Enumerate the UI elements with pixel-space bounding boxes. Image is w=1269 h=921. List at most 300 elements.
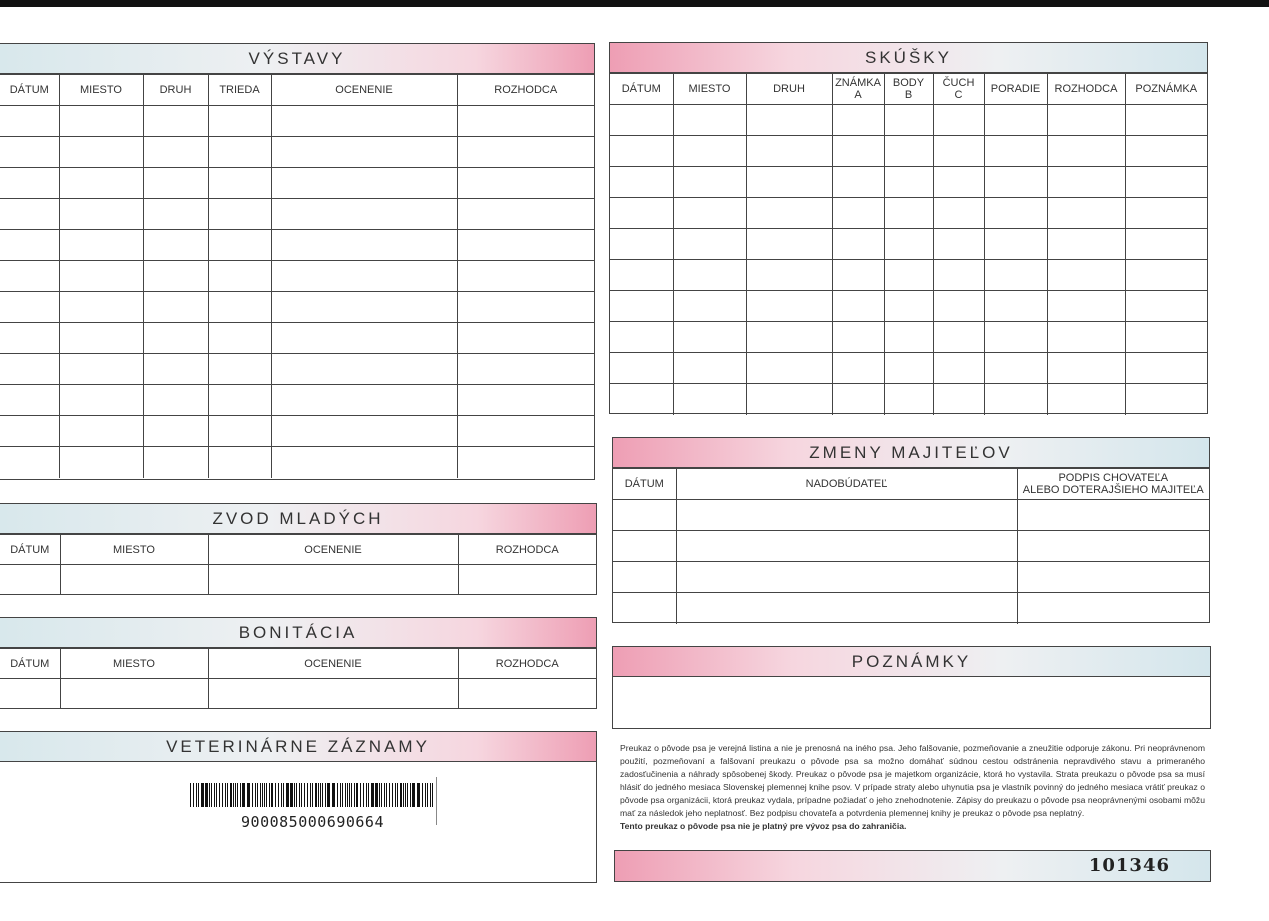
barcode-bar: [392, 783, 393, 807]
col-poradie: PORADIE: [984, 74, 1047, 105]
barcode: [190, 783, 435, 831]
table-cell[interactable]: [884, 167, 933, 198]
col-miesto: MIESTO: [60, 649, 208, 679]
barcode-bar: [425, 783, 426, 807]
barcode-bar: [214, 783, 215, 807]
vystavy-table: [0, 74, 594, 478]
table-cell[interactable]: [676, 500, 1017, 531]
table-cell[interactable]: [832, 384, 884, 415]
table-cell[interactable]: [0, 385, 59, 416]
table-cell[interactable]: [60, 679, 208, 709]
table-cell[interactable]: [933, 291, 984, 322]
table-cell[interactable]: [208, 323, 271, 354]
table-row: [613, 531, 1209, 562]
table-cell[interactable]: [0, 447, 59, 478]
col-datum: DÁTUM: [613, 469, 676, 500]
table-row: [613, 562, 1209, 593]
legal-text: Preukaz o pôvode psa je verejná listina a nie je prenosná na iného psa. Jeho falšovanie, pozmeňovanie a zneužitie odporuje zákonu. Pri neoprávnenom použití, pozmeňovaní a falšovaní preukazu o pôvode psa sa možno domáhať súdnou cestou odstránenia nepravdivého stavu a primeraného zadosťučinenia a náhrady spôsobenej škody. Preukaz o pôvode psa je majetkom organizácie, ktorá ho vystavila. Strata preukazu o pôvode psa sa musí hlásiť do jedného mesiaca Slovenskej plemennej knihe psov. V prípade straty alebo uhynutia psa je vlastník povinný do jedného mesiaca vrátiť preukaz o pôvode psa organizácii, ktorá preukaz vydala, prípadne požiadať o jeho znehodnotenie. Zápisy do preukazu o pôvode psa neoprávnenými osobami môžu mať za následok jeho neplatnosť. Bez podpisu chovateľa a potvrdenia plemennej knihy je preukaz o pôvode psa neplatný.: [620, 743, 1205, 818]
table-row: [0, 385, 594, 416]
table-cell[interactable]: [1017, 562, 1209, 593]
table-cell[interactable]: [610, 260, 673, 291]
barcode-bar: [349, 783, 350, 807]
table-cell[interactable]: [271, 416, 457, 447]
table-cell[interactable]: [1125, 136, 1207, 167]
table-cell[interactable]: [673, 260, 746, 291]
table-cell[interactable]: [1017, 531, 1209, 562]
barcode-bar: [363, 783, 364, 807]
table-cell[interactable]: [458, 679, 596, 709]
table-cell[interactable]: [746, 384, 832, 415]
table-cell[interactable]: [884, 353, 933, 384]
table-cell[interactable]: [673, 384, 746, 415]
table-cell[interactable]: [984, 229, 1047, 260]
barcode-bar: [196, 783, 197, 807]
table-cell[interactable]: [59, 323, 143, 354]
table-cell[interactable]: [208, 199, 271, 230]
table-cell[interactable]: [832, 198, 884, 229]
table-cell[interactable]: [673, 105, 746, 136]
table-cell[interactable]: [832, 105, 884, 136]
table-cell[interactable]: [59, 292, 143, 323]
barcode-bar: [294, 783, 295, 807]
table-cell[interactable]: [271, 292, 457, 323]
barcode-bar: [310, 783, 311, 807]
table-cell[interactable]: [1047, 105, 1125, 136]
table-cell[interactable]: [143, 292, 208, 323]
table-cell[interactable]: [208, 230, 271, 261]
table-cell[interactable]: [884, 322, 933, 353]
table-cell[interactable]: [1047, 229, 1125, 260]
table-row: [0, 137, 594, 168]
table-cell[interactable]: [457, 292, 594, 323]
table-cell[interactable]: [0, 679, 60, 709]
table-cell[interactable]: [60, 565, 208, 595]
barcode-bar: [375, 783, 378, 807]
table-cell[interactable]: [457, 447, 594, 478]
barcode-bar: [427, 783, 428, 807]
col-rozhodca: ROZHODCA: [458, 649, 596, 679]
table-cell[interactable]: [746, 229, 832, 260]
table-row: [0, 679, 596, 709]
barcode-bar: [405, 783, 406, 807]
table-cell[interactable]: [673, 167, 746, 198]
table-row: [610, 136, 1207, 167]
barcode-bar: [340, 783, 341, 807]
table-cell[interactable]: [143, 261, 208, 292]
table-cell[interactable]: [884, 136, 933, 167]
barcode-bar: [407, 783, 408, 807]
barcode-divider: [436, 777, 437, 825]
table-cell[interactable]: [271, 137, 457, 168]
barcode-bar: [260, 783, 261, 807]
table-cell[interactable]: [1125, 291, 1207, 322]
barcode-bar: [216, 783, 217, 807]
table-cell[interactable]: [1125, 322, 1207, 353]
table-cell[interactable]: [746, 105, 832, 136]
barcode-bar: [400, 783, 402, 807]
table-cell[interactable]: [673, 291, 746, 322]
table-cell[interactable]: [0, 565, 60, 595]
zmeny-title: ZMENY MAJITEĽOV: [613, 438, 1209, 468]
barcode-bar: [301, 783, 302, 807]
table-cell[interactable]: [457, 137, 594, 168]
table-cell[interactable]: [208, 416, 271, 447]
table-cell[interactable]: [1047, 291, 1125, 322]
table-cell[interactable]: [933, 229, 984, 260]
table-cell[interactable]: [0, 137, 59, 168]
vystavy-rows: [0, 106, 594, 478]
table-cell[interactable]: [610, 353, 673, 384]
table-row: [0, 261, 594, 292]
barcode-bar: [247, 783, 250, 807]
table-cell[interactable]: [0, 323, 59, 354]
barcode-bar: [233, 783, 234, 807]
barcode-bar: [403, 783, 404, 807]
table-cell[interactable]: [1017, 593, 1209, 624]
table-cell[interactable]: [933, 260, 984, 291]
table-cell[interactable]: [1125, 167, 1207, 198]
table-cell[interactable]: [143, 230, 208, 261]
table-cell[interactable]: [1125, 229, 1207, 260]
table-cell[interactable]: [271, 323, 457, 354]
col-miesto: MIESTO: [60, 535, 208, 565]
col-druh: DRUH: [143, 75, 208, 106]
col-rozhodca: ROZHODCA: [1047, 74, 1125, 105]
table-cell[interactable]: [673, 322, 746, 353]
barcode-bar: [354, 783, 355, 807]
barcode-bar: [312, 783, 313, 807]
vystavy-title: VÝSTAVY: [0, 44, 594, 74]
barcode-bar: [347, 783, 348, 807]
table-cell[interactable]: [610, 229, 673, 260]
table-cell[interactable]: [673, 353, 746, 384]
barcode-bar: [299, 783, 300, 807]
table-cell[interactable]: [832, 136, 884, 167]
table-cell[interactable]: [1125, 353, 1207, 384]
table-cell[interactable]: [984, 167, 1047, 198]
table-row: [613, 593, 1209, 624]
table-cell[interactable]: [884, 260, 933, 291]
table-cell[interactable]: [59, 447, 143, 478]
table-cell[interactable]: [610, 198, 673, 229]
barcode-bar: [205, 783, 208, 807]
table-cell[interactable]: [143, 447, 208, 478]
table-cell[interactable]: [208, 106, 271, 137]
col-body: BODY B: [884, 74, 933, 105]
barcode-bar: [384, 783, 385, 807]
table-cell[interactable]: [271, 354, 457, 385]
table-cell[interactable]: [0, 354, 59, 385]
table-cell[interactable]: [143, 416, 208, 447]
barcode-bar: [366, 783, 367, 807]
table-cell[interactable]: [1047, 322, 1125, 353]
col-cuch: ČUCH C: [933, 74, 984, 105]
table-cell[interactable]: [984, 322, 1047, 353]
table-cell[interactable]: [832, 229, 884, 260]
table-cell[interactable]: [610, 105, 673, 136]
table-cell[interactable]: [208, 261, 271, 292]
bonitacia-title: BONITÁCIA: [0, 618, 596, 648]
barcode-bar: [318, 783, 319, 807]
barcode-bar: [264, 783, 265, 807]
table-cell[interactable]: [933, 167, 984, 198]
table-cell[interactable]: [1047, 167, 1125, 198]
table-row: [610, 291, 1207, 322]
table-cell[interactable]: [59, 199, 143, 230]
table-row: [610, 260, 1207, 291]
barcode-bar: [222, 783, 223, 807]
table-cell[interactable]: [746, 198, 832, 229]
table-cell[interactable]: [1047, 384, 1125, 415]
table-cell[interactable]: [208, 447, 271, 478]
table-cell[interactable]: [933, 384, 984, 415]
bonitacia-section: [0, 617, 597, 709]
barcode-bar: [255, 783, 256, 807]
zmeny-section: [612, 437, 1210, 623]
table-cell[interactable]: [1125, 384, 1207, 415]
table-cell[interactable]: [676, 562, 1017, 593]
table-cell[interactable]: [208, 137, 271, 168]
table-cell[interactable]: [1125, 198, 1207, 229]
table-cell[interactable]: [0, 416, 59, 447]
table-cell[interactable]: [59, 385, 143, 416]
barcode-bar: [360, 783, 361, 807]
barcode-bar: [283, 783, 284, 807]
barcode-bar: [422, 783, 423, 807]
table-cell[interactable]: [59, 261, 143, 292]
barcode-bar: [327, 783, 330, 807]
table-cell[interactable]: [984, 384, 1047, 415]
zmeny-table: [613, 468, 1209, 624]
skusky-rows: [610, 105, 1207, 415]
barcode-bar: [325, 783, 326, 807]
barcode-bar: [432, 783, 433, 807]
table-cell[interactable]: [984, 198, 1047, 229]
col-datum: DÁTUM: [610, 74, 673, 105]
table-row: [610, 353, 1207, 384]
table-cell[interactable]: [746, 136, 832, 167]
table-cell[interactable]: [271, 230, 457, 261]
barcode-bar: [320, 783, 321, 807]
table-cell[interactable]: [208, 679, 458, 709]
table-cell[interactable]: [746, 353, 832, 384]
col-ocenenie: OCENENIE: [271, 75, 457, 106]
table-cell[interactable]: [933, 198, 984, 229]
table-cell[interactable]: [271, 385, 457, 416]
table-cell[interactable]: [676, 593, 1017, 624]
table-cell[interactable]: [933, 105, 984, 136]
barcode-bar: [278, 783, 279, 807]
table-cell[interactable]: [59, 106, 143, 137]
table-cell[interactable]: [0, 261, 59, 292]
table-cell[interactable]: [208, 385, 271, 416]
barcode-bar: [271, 783, 273, 807]
table-cell[interactable]: [271, 106, 457, 137]
col-datum: DÁTUM: [0, 649, 60, 679]
table-cell[interactable]: [884, 229, 933, 260]
table-cell[interactable]: [0, 292, 59, 323]
table-cell[interactable]: [457, 385, 594, 416]
table-cell[interactable]: [613, 531, 676, 562]
table-cell[interactable]: [933, 353, 984, 384]
table-cell[interactable]: [610, 167, 673, 198]
barcode-bar: [225, 783, 226, 807]
table-cell[interactable]: [610, 136, 673, 167]
barcode-bar: [230, 783, 232, 807]
table-cell[interactable]: [457, 106, 594, 137]
table-cell[interactable]: [746, 260, 832, 291]
table-cell[interactable]: [457, 354, 594, 385]
table-cell[interactable]: [884, 198, 933, 229]
table-cell[interactable]: [984, 136, 1047, 167]
table-cell[interactable]: [59, 230, 143, 261]
barcode-bar: [345, 783, 346, 807]
table-cell[interactable]: [610, 322, 673, 353]
table-cell[interactable]: [933, 136, 984, 167]
table-row: [610, 105, 1207, 136]
table-cell[interactable]: [673, 229, 746, 260]
table-cell[interactable]: [984, 105, 1047, 136]
table-cell[interactable]: [143, 168, 208, 199]
table-cell[interactable]: [676, 531, 1017, 562]
barcode-bar: [381, 783, 382, 807]
table-cell[interactable]: [984, 353, 1047, 384]
table-cell[interactable]: [59, 168, 143, 199]
table-cell[interactable]: [832, 322, 884, 353]
table-cell[interactable]: [457, 230, 594, 261]
table-cell[interactable]: [0, 106, 59, 137]
barcode-bar: [315, 783, 317, 807]
barcode-bar: [237, 783, 238, 807]
barcode-bar: [356, 783, 358, 807]
table-cell[interactable]: [59, 354, 143, 385]
table-cell[interactable]: [143, 354, 208, 385]
table-cell[interactable]: [673, 198, 746, 229]
table-cell[interactable]: [610, 291, 673, 322]
table-cell[interactable]: [458, 565, 596, 595]
vystavy-section: [0, 43, 595, 480]
barcode-bar: [389, 783, 390, 807]
table-cell[interactable]: [143, 106, 208, 137]
table-cell[interactable]: [884, 105, 933, 136]
table-cell[interactable]: [613, 593, 676, 624]
barcode-bar: [201, 783, 204, 807]
table-cell[interactable]: [457, 323, 594, 354]
col-rozhodca: ROZHODCA: [457, 75, 594, 106]
table-cell[interactable]: [457, 168, 594, 199]
poznamky-title: POZNÁMKY: [613, 647, 1210, 677]
table-cell[interactable]: [0, 199, 59, 230]
table-cell[interactable]: [271, 199, 457, 230]
table-cell[interactable]: [610, 384, 673, 415]
barcode-bar: [257, 783, 258, 807]
veterinarne-title: VETERINÁRNE ZÁZNAMY: [0, 732, 596, 762]
table-cell[interactable]: [984, 260, 1047, 291]
table-cell[interactable]: [59, 137, 143, 168]
table-cell[interactable]: [884, 291, 933, 322]
table-cell[interactable]: [271, 261, 457, 292]
table-cell[interactable]: [984, 291, 1047, 322]
table-cell[interactable]: [832, 167, 884, 198]
barcode-bar: [337, 783, 338, 807]
table-cell[interactable]: [271, 168, 457, 199]
table-cell[interactable]: [457, 261, 594, 292]
barcode-bar: [286, 783, 289, 807]
barcode-bar: [240, 783, 241, 807]
table-cell[interactable]: [457, 416, 594, 447]
table-cell[interactable]: [746, 167, 832, 198]
table-cell[interactable]: [746, 322, 832, 353]
skusky-section: [609, 42, 1208, 414]
table-cell[interactable]: [457, 199, 594, 230]
bonitacia-table: [0, 648, 596, 709]
zvod-section: [0, 503, 597, 595]
table-cell[interactable]: [613, 500, 676, 531]
table-cell[interactable]: [613, 562, 676, 593]
table-cell[interactable]: [884, 384, 933, 415]
barcode-number: 900085000690664: [241, 813, 384, 831]
barcode-bar: [209, 783, 210, 807]
table-row: [0, 199, 594, 230]
barcode-bar: [412, 783, 415, 807]
table-cell[interactable]: [143, 385, 208, 416]
table-cell[interactable]: [1047, 136, 1125, 167]
barcode-bar: [386, 783, 387, 807]
table-cell[interactable]: [208, 565, 458, 595]
col-ocenenie: OCENENIE: [208, 535, 458, 565]
table-cell[interactable]: [832, 260, 884, 291]
table-cell[interactable]: [673, 136, 746, 167]
table-cell[interactable]: [0, 230, 59, 261]
table-cell[interactable]: [933, 322, 984, 353]
barcode-bar: [227, 783, 228, 807]
table-cell[interactable]: [1047, 198, 1125, 229]
table-cell[interactable]: [0, 168, 59, 199]
table-cell[interactable]: [143, 323, 208, 354]
table-cell[interactable]: [271, 447, 457, 478]
table-row: [0, 416, 594, 447]
table-row: [0, 354, 594, 385]
barcode-bar: [211, 783, 212, 807]
table-cell[interactable]: [208, 354, 271, 385]
table-cell[interactable]: [143, 137, 208, 168]
barcode-bar: [242, 783, 245, 807]
table-cell[interactable]: [208, 168, 271, 199]
table-cell[interactable]: [1047, 353, 1125, 384]
table-cell[interactable]: [1125, 105, 1207, 136]
table-cell[interactable]: [1047, 260, 1125, 291]
table-row: [0, 447, 594, 478]
table-cell[interactable]: [832, 291, 884, 322]
table-cell[interactable]: [832, 353, 884, 384]
legal-bold-note: Tento preukaz o pôvode psa nie je platný pre vývoz psa do zahraničia.: [620, 821, 907, 831]
barcode-bar: [395, 783, 396, 807]
col-ocenenie: OCENENIE: [208, 649, 458, 679]
table-cell[interactable]: [143, 199, 208, 230]
col-znamka: ZNÁMKA A: [832, 74, 884, 105]
table-cell[interactable]: [1125, 260, 1207, 291]
table-cell[interactable]: [1017, 500, 1209, 531]
serial-number: 101346: [1088, 855, 1170, 876]
table-cell[interactable]: [208, 292, 271, 323]
table-cell[interactable]: [746, 291, 832, 322]
table-cell[interactable]: [59, 416, 143, 447]
barcode-bar: [252, 783, 253, 807]
barcode-bar: [304, 783, 305, 807]
col-datum: DÁTUM: [0, 535, 60, 565]
zvod-rows: [0, 565, 596, 595]
barcode-bar: [269, 783, 270, 807]
